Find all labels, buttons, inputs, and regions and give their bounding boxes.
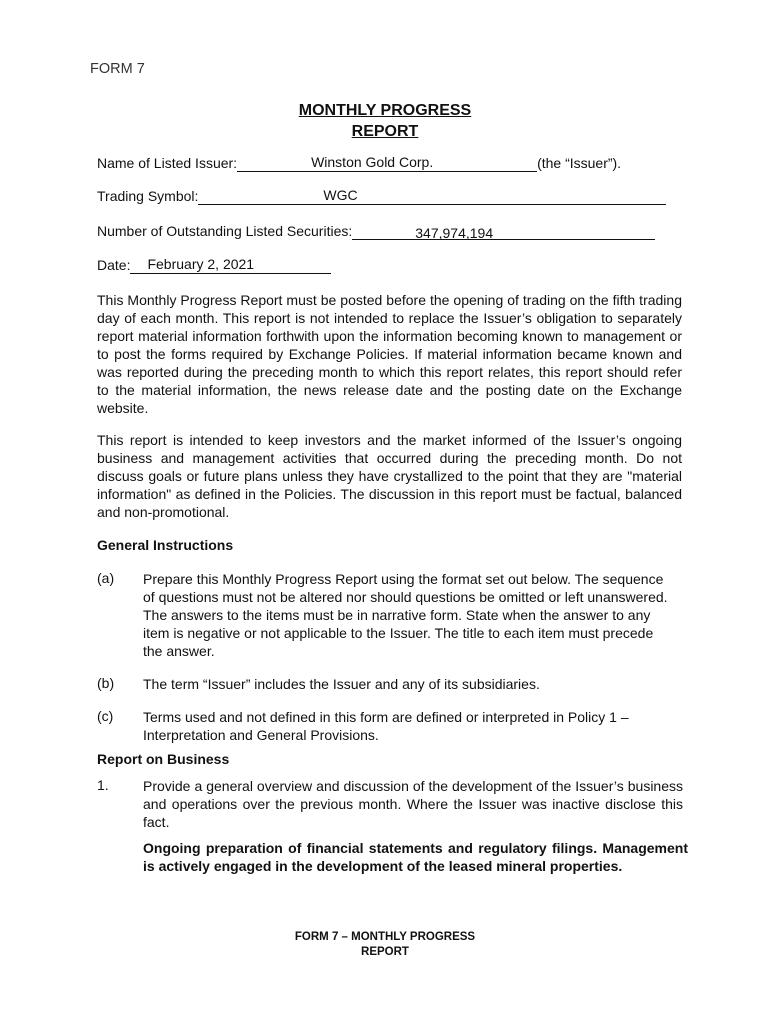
trading-symbol-value: WGC: [323, 187, 358, 203]
general-instructions-heading: General Instructions: [97, 537, 234, 553]
footer-line-1: FORM 7 – MONTHLY PROGRESS: [294, 931, 476, 943]
date-blank: [130, 258, 331, 274]
intro-paragraph-1: This Monthly Progress Report must be posted before the opening of trading on the fifth trading day of each month. This report is not intended to replace the Issuer’s obligation to separately report material information forthwith upon the information becoming known to management or to post the forms required by Exchange Policies. If material information became known and was reported during the preceding month to which this report relates, this report should refer to the material information, the news release date and the posting date on the Exchange website.: [97, 292, 682, 416]
intro-paragraph-2: This report is intended to keep investors and the market informed of the Issuer’s ongoing business and management activities that occurred during the preceding month. Do not discuss goals or future plans unless they have crystallized to the point that they are "material information" as defined in the Policies. The discussion in this report must be factual, balanced and non-promotional.: [97, 432, 682, 520]
instruction-c-text: Terms used and not defined in this form are defined or interpreted in Policy 1 – Interpretation and General Provisions.: [143, 709, 629, 743]
business-item-1-label: 1.: [97, 777, 109, 793]
issuer-name-value: Winston Gold Corp.: [311, 154, 434, 170]
issuer-name-label: Name of Listed Issuer:: [97, 155, 238, 171]
title-line-2: REPORT: [351, 123, 419, 140]
date-field: [97, 257, 331, 274]
business-item-1-answer: Ongoing preparation of financial statements and regulatory filings. Management is actively engaged in the development of the leased mineral properties.: [143, 840, 688, 874]
report-on-business-heading: Report on Business: [97, 751, 230, 767]
trading-symbol-blank: [198, 189, 666, 205]
outstanding-securities-value: 347,974,194: [415, 225, 494, 241]
date-label: Date:: [97, 257, 131, 273]
instruction-c-label: (c): [97, 708, 114, 724]
instruction-b-text: The term “Issuer” includes the Issuer and any of its subsidiaries.: [143, 676, 540, 692]
page-footer: [0, 930, 770, 960]
trading-symbol-field: [97, 188, 666, 205]
instruction-a-text: Prepare this Monthly Progress Report using the format set out below. The sequence of questions must not be altered nor should questions be omitted or left unanswered. The answers to the items must be in narrative form. State when the answer to any item is negative or not applicable to the Issuer. The title to each item must precede the answer.: [143, 571, 668, 659]
form-label: FORM 7: [90, 61, 145, 77]
instruction-a-label: (a): [97, 570, 115, 586]
instruction-b-label: (b): [97, 675, 115, 691]
outstanding-securities-blank: [352, 224, 655, 240]
issuer-suffix: (the “Issuer”).: [537, 155, 622, 171]
outstanding-securities-label: Number of Outstanding Listed Securities:: [97, 223, 353, 239]
title-line-1: MONTHLY PROGRESS: [298, 102, 472, 119]
date-value: February 2, 2021: [147, 256, 255, 272]
trading-symbol-label: Trading Symbol:: [97, 188, 199, 204]
issuer-name-blank: [237, 156, 537, 172]
outstanding-securities-field: [97, 223, 655, 240]
issuer-name-field: [97, 155, 621, 172]
business-item-1-text: Provide a general overview and discussion of the development of the Issuer’s business and operations over the previous month. Where the Issuer was inactive disclose this fact.: [143, 778, 683, 830]
page-title: [0, 100, 770, 142]
footer-line-2: REPORT: [361, 946, 409, 958]
